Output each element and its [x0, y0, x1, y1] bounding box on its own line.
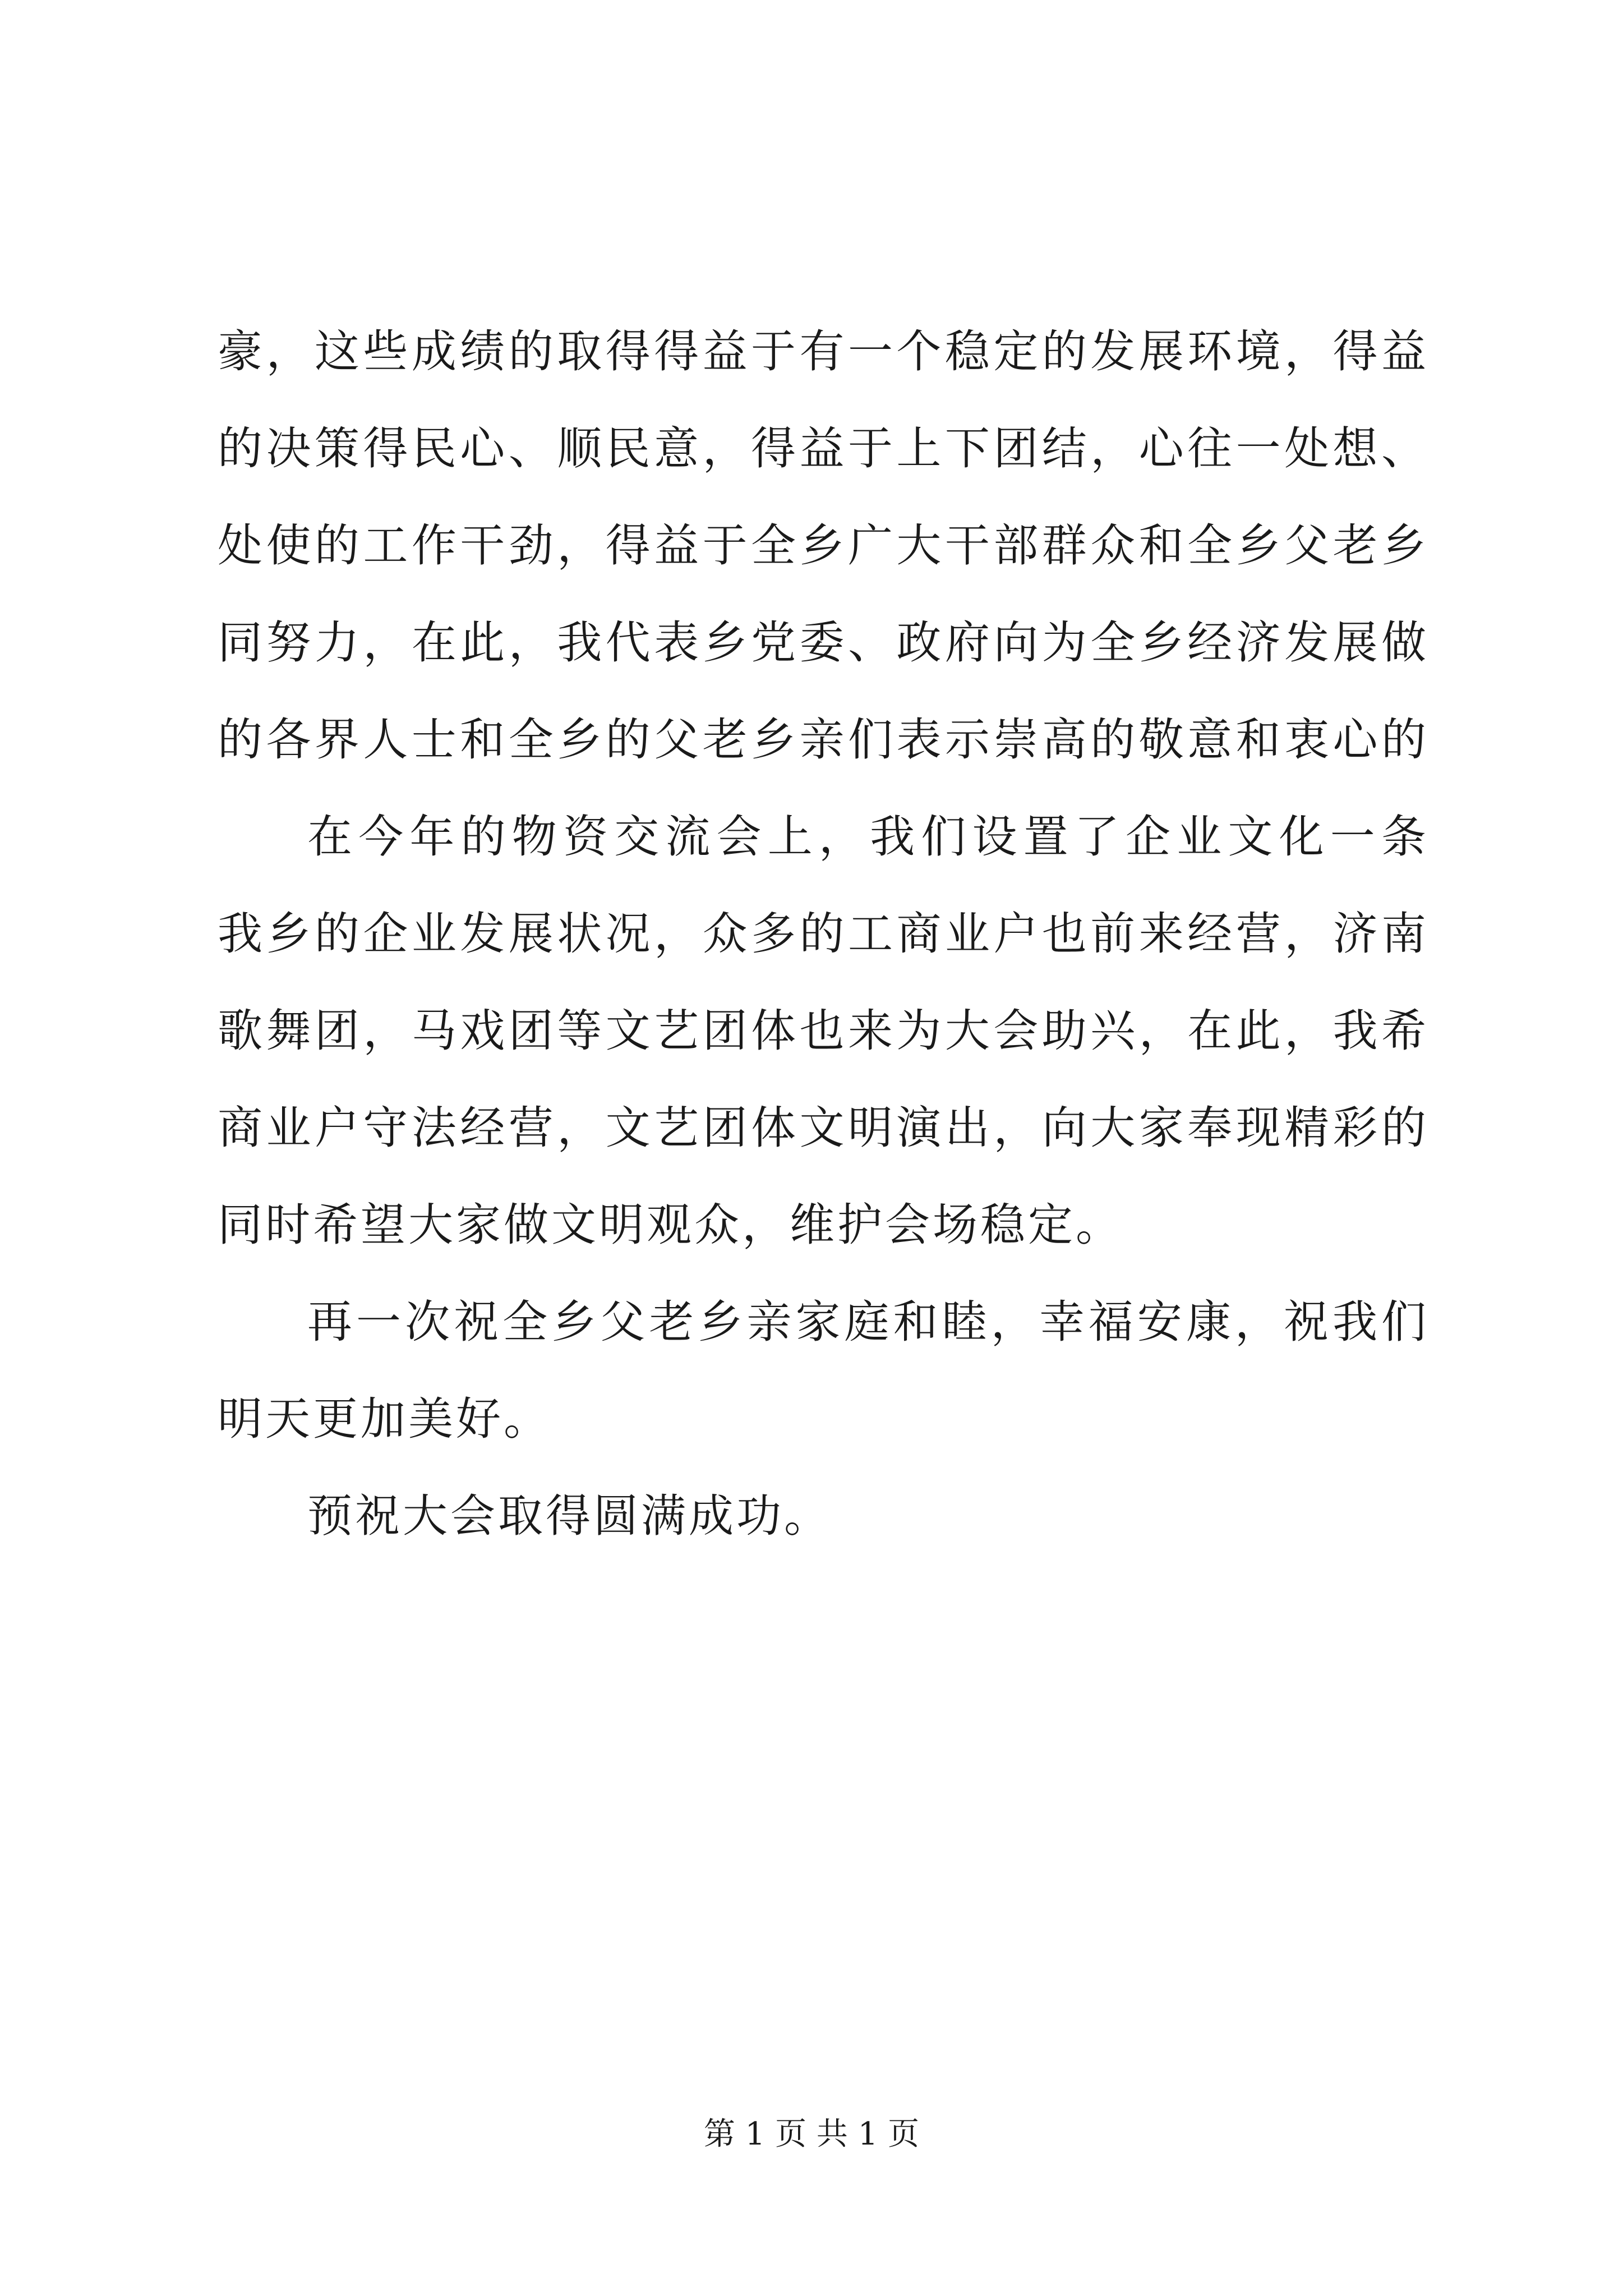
- document-body: [218, 303, 1429, 1565]
- body-line: 商业户守法经营，文艺团体文明演出，向大家奉现精彩的: [218, 1102, 1429, 1154]
- page-number-label: 第 1 页 共 1 页: [703, 2116, 920, 2152]
- paragraph-start-line: 在今年的物资交流会上，我们设置了企业文化一条: [307, 811, 1429, 863]
- paragraph-start-line: 再一次祝全乡父老乡亲家庭和睦，幸福安康，祝我们: [307, 1296, 1429, 1348]
- body-line: 我乡的企业发展状况，众多的工商业户也前来经营，济南: [218, 908, 1429, 960]
- body-line: 歌舞团，马戏团等文艺团体也来为大会助兴，在此，我希: [218, 1005, 1429, 1057]
- body-line: 同时希望大家做文明观众，维护会场稳定。: [218, 1199, 1123, 1251]
- body-line: 豪，这些成绩的取得得益于有一个稳定的发展环境，得益: [218, 325, 1429, 378]
- body-line: 同努力，在此，我代表乡党委、政府向为全乡经济发展做: [218, 616, 1429, 669]
- paragraph-start-line: 预祝大会取得圆满成功。: [307, 1490, 832, 1542]
- body-line: 明天更加美好。: [218, 1393, 551, 1445]
- page-footer: [0, 2112, 1623, 2157]
- body-line: 的各界人士和全乡的父老乡亲们表示崇高的敬意和衷心的: [218, 714, 1429, 766]
- body-line: 处使的工作干劲，得益于全乡广大干部群众和全乡父老乡: [218, 519, 1429, 572]
- body-line: 的决策得民心、顺民意，得益于上下团结，心往一处想、: [218, 422, 1429, 475]
